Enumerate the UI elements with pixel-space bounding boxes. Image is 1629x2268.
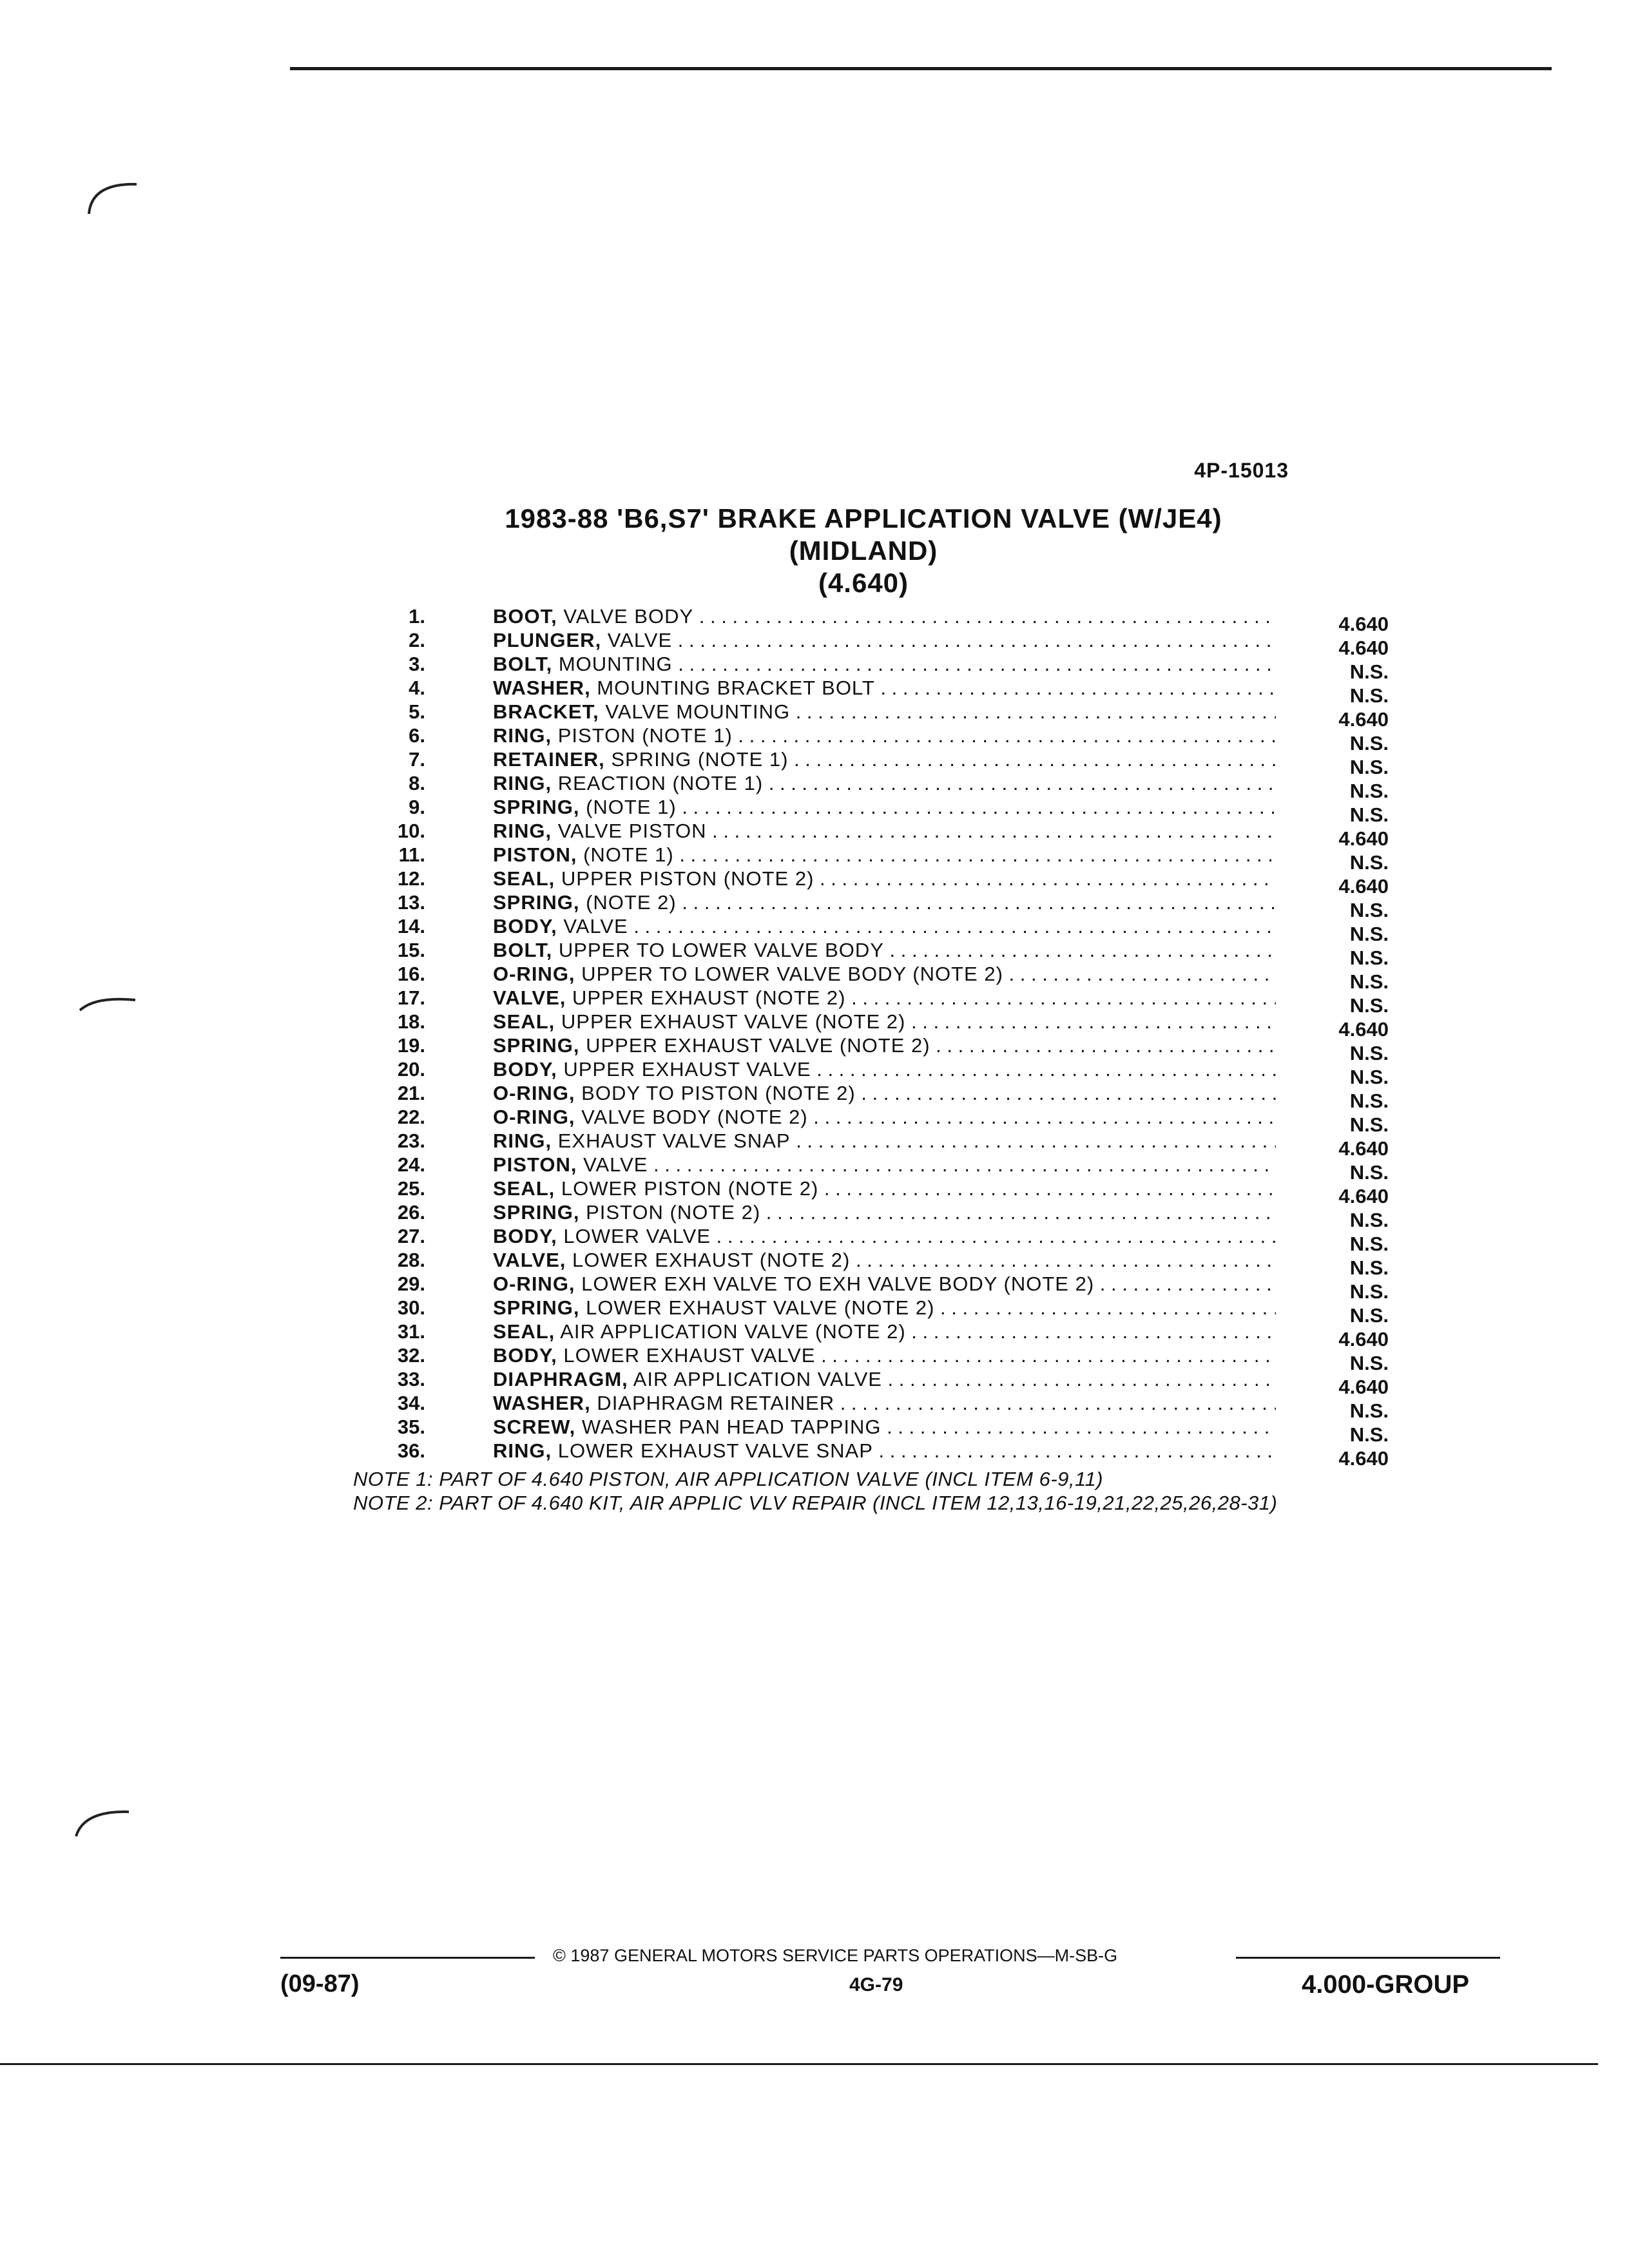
part-detail: UPPER EXHAUST VALVE: [557, 1058, 811, 1081]
part-number: 17.: [397, 986, 425, 1009]
part-detail: (NOTE 1): [577, 843, 674, 866]
part-reference: 4.640: [1338, 708, 1389, 731]
part-number: 20.: [397, 1058, 425, 1081]
part-reference: 4.640: [1338, 1137, 1389, 1160]
part-detail: UPPER EXHAUST VALVE (NOTE 2): [579, 1034, 930, 1057]
part-detail: LOWER EXHAUST (NOTE 2): [566, 1249, 851, 1271]
note-1: NOTE 1: PART OF 4.640 PISTON, AIR APPLICATION VALVE (INCL ITEM 6-9,11): [353, 1468, 1104, 1490]
part-row: [361, 1057, 1405, 1088]
part-row: [361, 1296, 1405, 1327]
top-rule: [290, 67, 1552, 70]
part-detail: PISTON (NOTE 1): [552, 724, 733, 747]
part-reference: 4.640: [1338, 1185, 1389, 1207]
part-reference: N.S.: [1349, 803, 1389, 826]
part-number: 21.: [397, 1082, 425, 1104]
part-description: [493, 747, 1276, 771]
note-2: NOTE 2: PART OF 4.640 KIT, AIR APPLIC VLV REPAIR (INCL ITEM 12,13,16-19,21,22,25,26,28-31): [353, 1492, 1278, 1514]
part-reference: N.S.: [1349, 732, 1389, 754]
part-name: SPRING,: [493, 891, 580, 914]
part-description: [493, 1081, 1276, 1105]
part-number: 6.: [409, 724, 425, 747]
part-description: [493, 1224, 1276, 1248]
part-reference: N.S.: [1349, 899, 1389, 921]
part-detail: AIR APPLICATION VALVE (NOTE 2): [555, 1320, 906, 1343]
part-name: SCREW,: [493, 1416, 576, 1438]
part-number: 12.: [397, 867, 425, 890]
part-detail: DIAPHRAGM RETAINER: [590, 1392, 835, 1414]
part-number: 29.: [397, 1273, 425, 1295]
part-description: [493, 1153, 1276, 1177]
part-detail: UPPER PISTON (NOTE 2): [555, 867, 815, 890]
part-number: 33.: [397, 1368, 425, 1390]
part-detail: VALVE PISTON: [552, 820, 707, 842]
part-name: SEAL,: [493, 1010, 555, 1033]
document-number: 4P-15013: [1194, 459, 1289, 482]
part-number: 26.: [397, 1201, 425, 1224]
part-row: [361, 652, 1405, 683]
part-detail: BODY TO PISTON (NOTE 2): [575, 1082, 856, 1104]
part-number: 27.: [397, 1225, 425, 1247]
binder-mark-bottom: [71, 1798, 135, 1843]
part-reference: N.S.: [1349, 994, 1389, 1017]
part-row: [361, 795, 1405, 826]
part-number: 9.: [409, 796, 425, 818]
part-detail: UPPER EXHAUST VALVE (NOTE 2): [555, 1010, 906, 1033]
part-row: [361, 771, 1405, 802]
part-detail: LOWER EXHAUST VALVE (NOTE 2): [579, 1296, 935, 1319]
part-name: SPRING,: [493, 796, 580, 818]
part-name: BOOT,: [493, 605, 557, 628]
part-description: [493, 1200, 1276, 1224]
part-description: [493, 1320, 1276, 1343]
part-row: [361, 676, 1405, 707]
part-description: [493, 1296, 1276, 1320]
part-reference: N.S.: [1349, 780, 1389, 802]
part-reference: N.S.: [1349, 756, 1389, 778]
part-description: [493, 890, 1276, 914]
part-row: [361, 1391, 1405, 1422]
part-number: 14.: [397, 915, 425, 937]
part-row: [361, 1081, 1405, 1112]
notes: [353, 1467, 1449, 1515]
part-description: [493, 1010, 1276, 1033]
part-reference: N.S.: [1349, 1209, 1389, 1231]
part-row: [361, 986, 1405, 1017]
part-name: SEAL,: [493, 1320, 555, 1343]
part-number: 23.: [397, 1129, 425, 1152]
part-reference: N.S.: [1349, 1280, 1389, 1303]
part-detail: UPPER EXHAUST (NOTE 2): [566, 986, 846, 1009]
part-description: [493, 652, 1276, 676]
part-description: [493, 1415, 1276, 1439]
bottom-rule: [0, 2063, 1598, 2065]
part-description: [493, 700, 1276, 724]
part-name: SEAL,: [493, 1177, 555, 1200]
part-reference: N.S.: [1349, 1352, 1389, 1374]
part-number: 30.: [397, 1296, 425, 1319]
part-description: [493, 867, 1276, 890]
part-name: BOLT,: [493, 939, 553, 961]
part-number: 34.: [397, 1392, 425, 1414]
group-label: 4.000-GROUP: [1302, 1970, 1470, 1999]
part-number: 3.: [409, 653, 425, 675]
part-number: 31.: [397, 1320, 425, 1343]
part-detail: PISTON (NOTE 2): [579, 1201, 761, 1224]
part-row: [361, 1224, 1405, 1255]
part-detail: (NOTE 1): [579, 796, 677, 818]
part-number: 1.: [409, 605, 425, 628]
part-row: [361, 700, 1405, 731]
part-name: O-RING,: [493, 1273, 575, 1295]
part-name: WASHER,: [493, 677, 591, 699]
part-detail: AIR APPLICATION VALVE: [628, 1368, 882, 1390]
part-name: PLUNGER,: [493, 629, 602, 651]
part-detail: (NOTE 2): [579, 891, 677, 914]
part-detail: UPPER TO LOWER VALVE BODY: [552, 939, 884, 961]
part-reference: N.S.: [1349, 923, 1389, 945]
part-description: [493, 819, 1276, 843]
part-name: RING,: [493, 724, 552, 747]
part-reference: N.S.: [1349, 947, 1389, 969]
part-row: [361, 843, 1405, 874]
part-number: 15.: [397, 939, 425, 961]
part-number: 35.: [397, 1416, 425, 1438]
part-number: 22.: [397, 1106, 425, 1128]
part-detail: VALVE: [601, 629, 673, 651]
part-detail: VALVE BODY: [557, 605, 694, 628]
page-number: 4G-79: [849, 1974, 903, 1995]
part-reference: N.S.: [1349, 1256, 1389, 1279]
part-detail: EXHAUST VALVE SNAP: [552, 1129, 791, 1152]
part-detail: VALVE BODY (NOTE 2): [575, 1106, 808, 1128]
part-description: [493, 1439, 1276, 1463]
page-title: 1983-88 'B6,S7' BRAKE APPLICATION VALVE (W/JE4): [505, 503, 1222, 533]
part-detail: VALVE: [557, 915, 628, 937]
binder-mark-middle: [76, 985, 140, 1017]
part-row: [361, 1320, 1405, 1350]
part-name: WASHER,: [493, 1392, 591, 1414]
part-description: [493, 676, 1276, 700]
part-name: BODY,: [493, 1344, 557, 1367]
part-number: 25.: [397, 1177, 425, 1200]
part-reference: 4.640: [1338, 1018, 1389, 1041]
part-number: 19.: [397, 1034, 425, 1057]
part-description: [493, 1057, 1276, 1081]
part-row: [361, 1105, 1405, 1136]
part-name: RETAINER,: [493, 748, 605, 771]
part-name: BOLT,: [493, 653, 553, 675]
part-row: [361, 1200, 1405, 1231]
part-reference: N.S.: [1349, 1090, 1389, 1112]
part-row: [361, 1343, 1405, 1374]
part-reference: N.S.: [1349, 1161, 1389, 1184]
part-name: PISTON,: [493, 843, 577, 866]
part-description: [493, 1391, 1276, 1415]
part-name: PISTON,: [493, 1153, 577, 1176]
part-reference: N.S.: [1349, 1233, 1389, 1255]
part-number: 5.: [409, 700, 425, 723]
part-row: [361, 1177, 1405, 1207]
part-description: [493, 1129, 1276, 1153]
part-reference: N.S.: [1349, 1399, 1389, 1422]
part-number: 28.: [397, 1249, 425, 1271]
part-reference: N.S.: [1349, 684, 1389, 707]
part-name: RING,: [493, 1439, 552, 1462]
part-description: [493, 914, 1276, 938]
part-row: [361, 747, 1405, 778]
part-number: 16.: [397, 963, 425, 985]
part-name: O-RING,: [493, 1082, 575, 1104]
parts-list: [361, 604, 1405, 1470]
part-row: [361, 867, 1405, 898]
part-name: SPRING,: [493, 1201, 580, 1224]
part-name: O-RING,: [493, 1106, 575, 1128]
part-description: [493, 1248, 1276, 1272]
part-name: BODY,: [493, 1225, 557, 1247]
part-row: [361, 628, 1405, 659]
part-reference: 4.640: [1338, 613, 1389, 635]
part-row: [361, 962, 1405, 993]
part-detail: LOWER VALVE: [557, 1225, 711, 1247]
part-reference: N.S.: [1349, 970, 1389, 993]
part-detail: REACTION (NOTE 1): [552, 772, 764, 794]
part-name: VALVE,: [493, 986, 566, 1009]
part-detail: SPRING (NOTE 1): [604, 748, 789, 771]
part-reference: N.S.: [1349, 851, 1389, 874]
part-name: DIAPHRAGM,: [493, 1368, 628, 1390]
part-row: [361, 1153, 1405, 1184]
part-reference: N.S.: [1349, 1113, 1389, 1136]
part-number: 32.: [397, 1344, 425, 1367]
part-reference: 4.640: [1338, 875, 1389, 898]
part-number: 11.: [398, 843, 425, 866]
part-reference: 4.640: [1338, 827, 1389, 850]
page-subtitle-code: (4.640): [818, 568, 909, 598]
part-name: O-RING,: [493, 963, 575, 985]
part-row: [361, 1129, 1405, 1160]
part-detail: LOWER PISTON (NOTE 2): [555, 1177, 819, 1200]
part-name: SEAL,: [493, 867, 555, 890]
part-name: RING,: [493, 772, 552, 794]
part-detail: MOUNTING BRACKET BOLT: [590, 677, 875, 699]
part-detail: UPPER TO LOWER VALVE BODY (NOTE 2): [575, 963, 1003, 985]
part-row: [361, 1439, 1405, 1470]
part-reference: 4.640: [1338, 1376, 1389, 1398]
part-detail: MOUNTING: [552, 653, 673, 675]
part-number: 2.: [409, 629, 425, 651]
part-detail: VALVE: [577, 1153, 648, 1176]
part-number: 24.: [397, 1153, 425, 1176]
part-description: [493, 1105, 1276, 1129]
part-name: BRACKET,: [493, 700, 599, 723]
part-name: VALVE,: [493, 1249, 566, 1271]
part-row: [361, 604, 1405, 635]
part-description: [493, 795, 1276, 819]
part-description: [493, 604, 1276, 628]
part-description: [493, 771, 1276, 795]
part-description: [493, 962, 1276, 986]
part-description: [493, 938, 1276, 962]
part-description: [493, 843, 1276, 867]
footer-rule-left: [280, 1957, 535, 1959]
part-name: BODY,: [493, 1058, 557, 1081]
part-row: [361, 1010, 1405, 1041]
part-reference: N.S.: [1349, 1066, 1389, 1088]
part-reference: N.S.: [1349, 1304, 1389, 1327]
part-reference: N.S.: [1349, 1423, 1389, 1446]
part-row: [361, 890, 1405, 921]
part-description: [493, 1367, 1276, 1391]
part-row: [361, 1367, 1405, 1398]
part-description: [493, 724, 1276, 747]
part-number: 13.: [397, 891, 425, 914]
page-subtitle: (MIDLAND): [789, 535, 938, 566]
part-reference: 4.640: [1338, 1328, 1389, 1350]
part-row: [361, 938, 1405, 969]
part-name: BODY,: [493, 915, 557, 937]
part-description: [493, 986, 1276, 1010]
part-number: 4.: [409, 677, 425, 699]
part-number: 36.: [397, 1439, 425, 1462]
part-detail: VALVE MOUNTING: [599, 700, 791, 723]
copyright-line: © 1987 GENERAL MOTORS SERVICE PARTS OPERATIONS—M-SB-G: [553, 1946, 1118, 1965]
part-number: 7.: [409, 748, 425, 771]
part-name: RING,: [493, 1129, 552, 1152]
part-row: [361, 1272, 1405, 1303]
part-reference: N.S.: [1349, 1042, 1389, 1064]
part-row: [361, 1033, 1405, 1064]
date-code: (09-87): [280, 1970, 360, 1997]
part-reference: N.S.: [1349, 660, 1389, 683]
part-row: [361, 724, 1405, 754]
part-row: [361, 914, 1405, 945]
part-description: [493, 1033, 1276, 1057]
part-name: RING,: [493, 820, 552, 842]
part-row: [361, 819, 1405, 850]
part-detail: LOWER EXHAUST VALVE SNAP: [552, 1439, 873, 1462]
part-description: [493, 1343, 1276, 1367]
part-reference: 4.640: [1338, 637, 1389, 659]
part-number: 10.: [397, 820, 425, 842]
footer-rule-right: [1236, 1957, 1500, 1959]
part-row: [361, 1415, 1405, 1446]
part-row: [361, 1248, 1405, 1279]
part-description: [493, 1272, 1276, 1296]
part-number: 18.: [397, 1010, 425, 1033]
part-number: 8.: [409, 772, 425, 794]
part-detail: LOWER EXH VALVE TO EXH VALVE BODY (NOTE 2): [575, 1273, 1095, 1295]
part-detail: LOWER EXHAUST VALVE: [557, 1344, 816, 1367]
part-detail: WASHER PAN HEAD TAPPING: [575, 1416, 882, 1438]
part-description: [493, 1177, 1276, 1200]
part-description: [493, 628, 1276, 652]
part-name: SPRING,: [493, 1296, 580, 1319]
part-reference: 4.640: [1338, 1447, 1389, 1470]
part-name: SPRING,: [493, 1034, 580, 1057]
binder-mark-top: [84, 169, 142, 220]
